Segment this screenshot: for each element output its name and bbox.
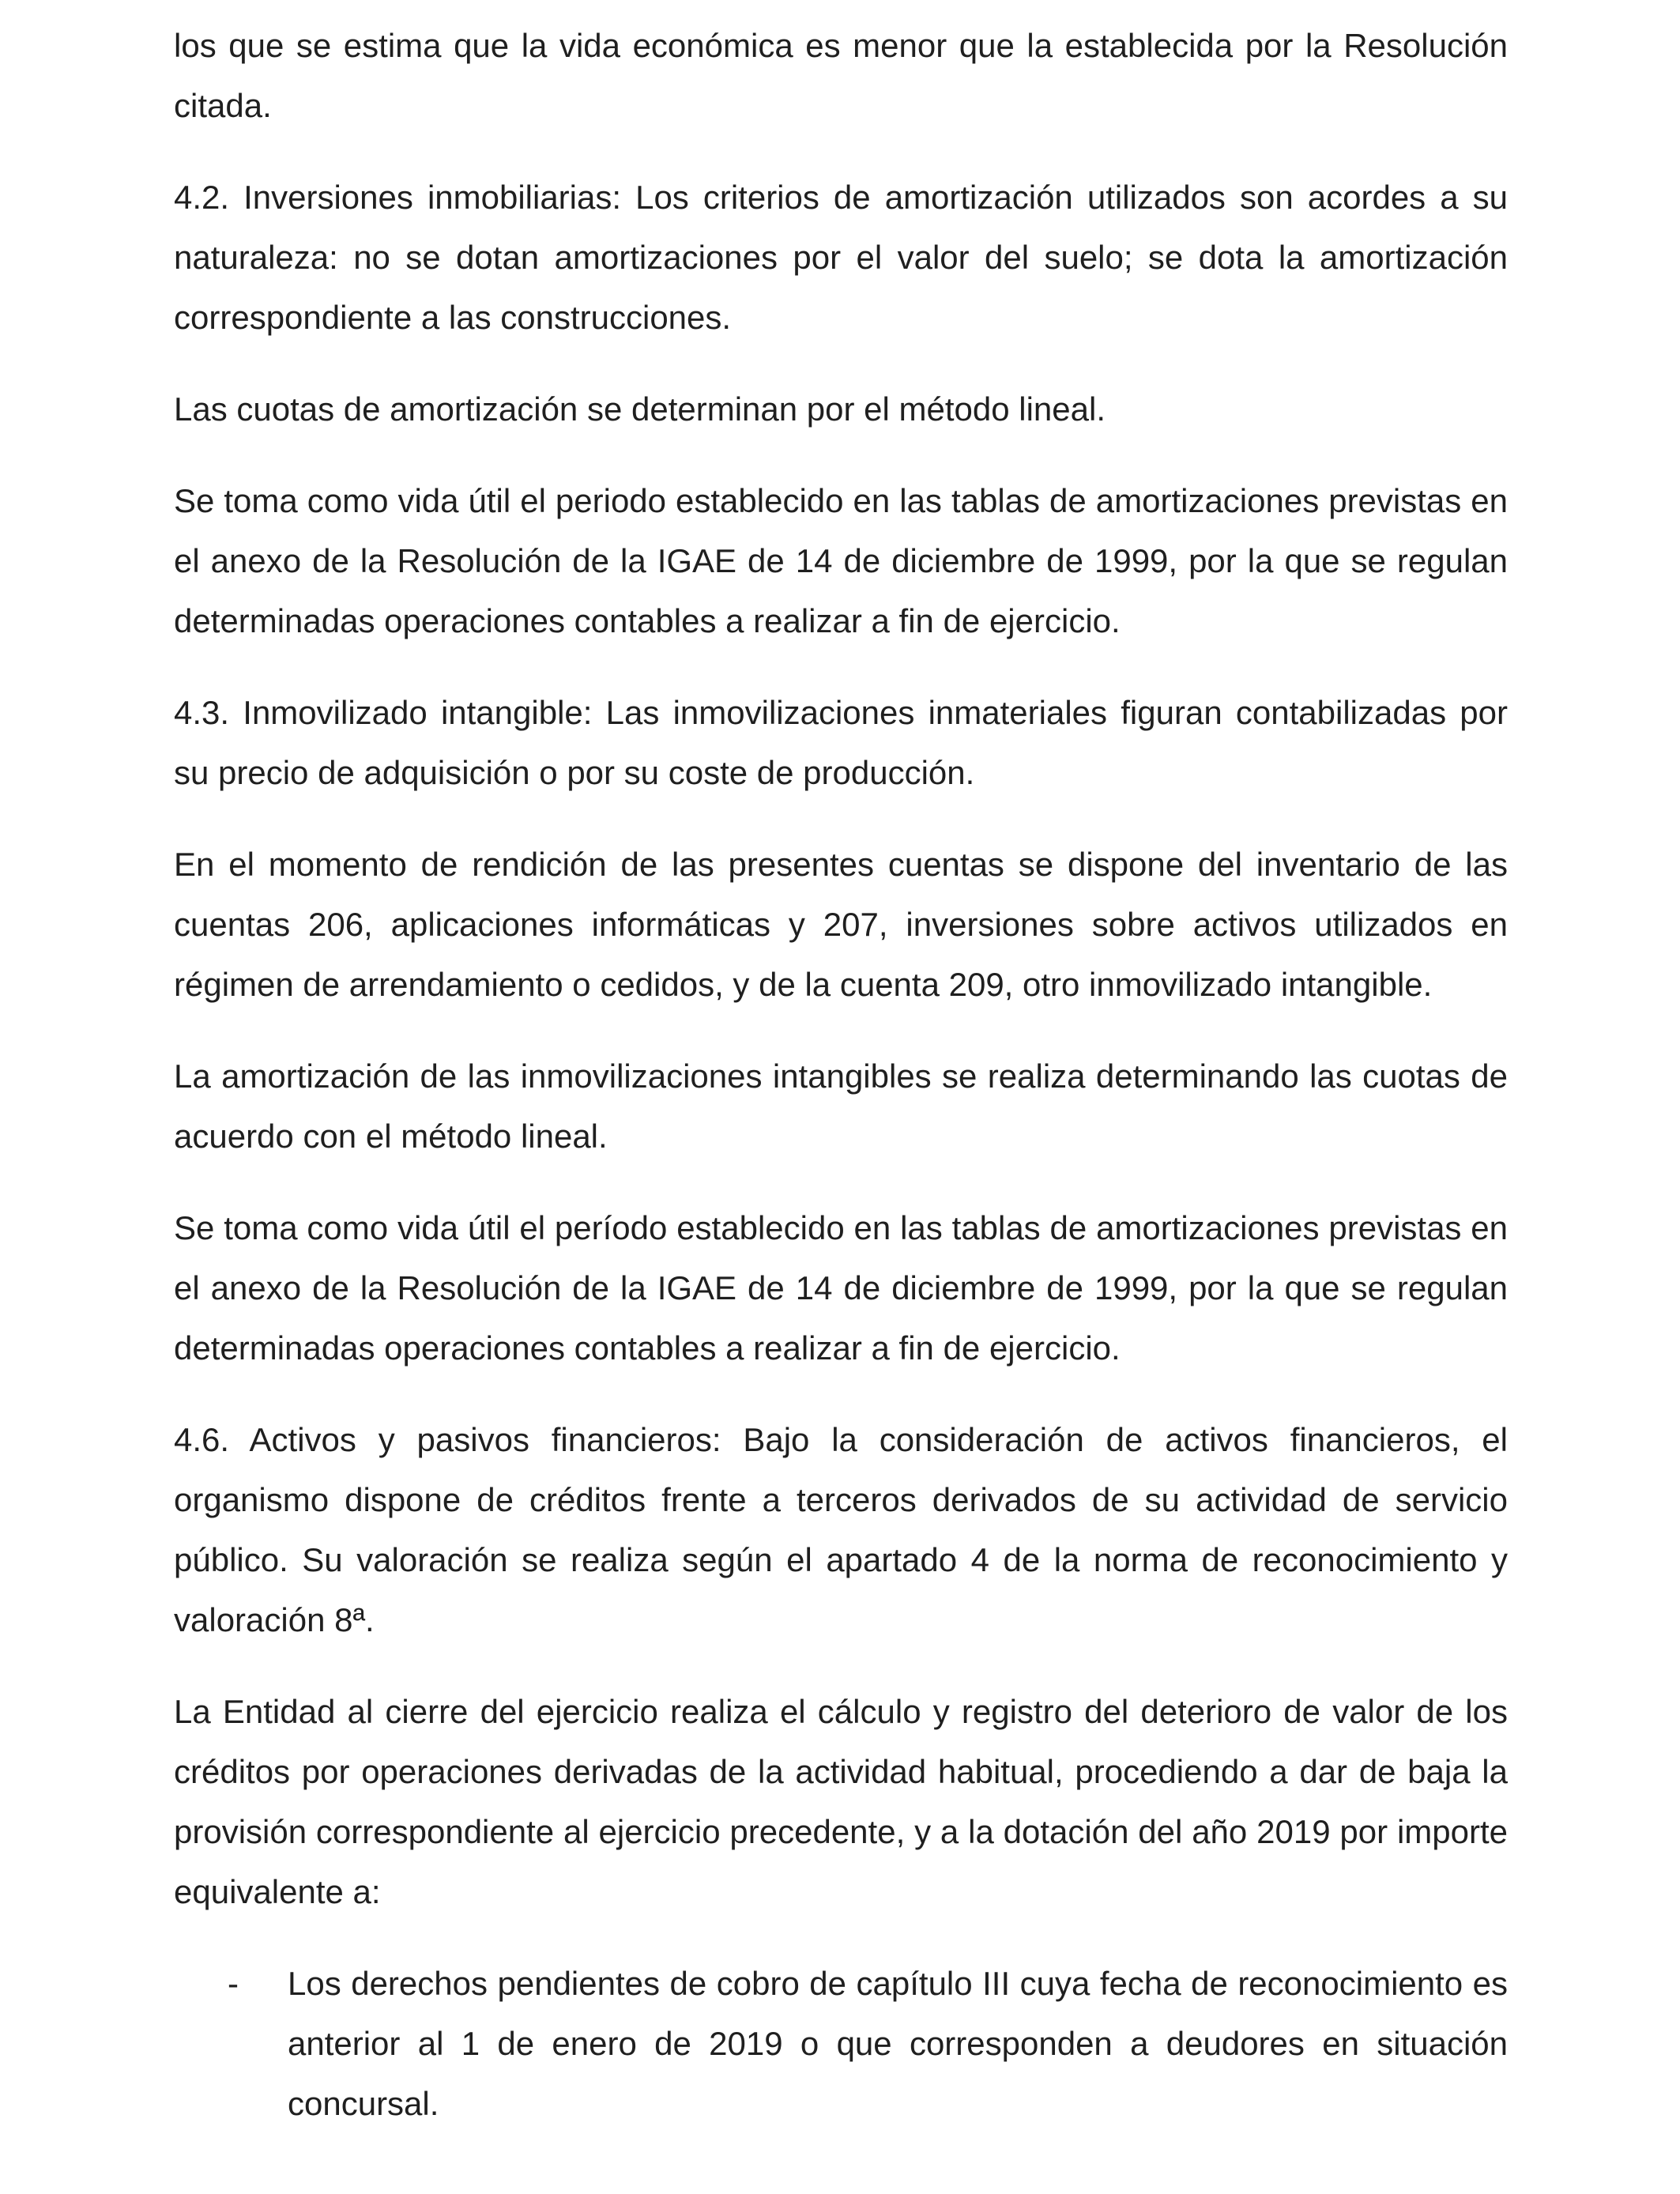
paragraph-4-2-inversiones-inmobiliarias: 4.2. Inversiones inmobiliarias: Los criterios de amortización utilizados son acordes a su naturaleza: no se dotan amortizaciones por el valor del suelo; se dota la amortización correspondiente a las construcciones. (174, 179, 1508, 336)
bullet-list (174, 1954, 1508, 2134)
document-page (174, 16, 1508, 2134)
paragraph-4-6-activos-pasivos-financieros: 4.6. Activos y pasivos financieros: Bajo la consideración de activos financieros, el organismo dispone de créditos frente a terceros derivados de su actividad de servicio público. Su valoración se realiza según el apartado 4 de la norma de reconocimiento y valoración 8ª. (174, 1421, 1508, 1638)
paragraph-deterioro-creditos: La Entidad al cierre del ejercicio realiza el cálculo y registro del deterioro de valor de los créditos por operaciones derivadas de la actividad habitual, procediendo a dar de baja la provisión correspondiente al ejercicio precedente, y a la dotación del año 2019 por importe equivalente a: (174, 1693, 1508, 1910)
list-item (174, 1954, 1508, 2134)
paragraph-4-3-inmovilizado-intangible: 4.3. Inmovilizado intangible: Las inmovilizaciones inmateriales figuran contabilizadas por su precio de adquisición o por su coste de producción. (174, 694, 1508, 791)
paragraph-vida-util-intangibles: Se toma como vida útil el período establecido en las tablas de amortizaciones previstas en el anexo de la Resolución de la IGAE de 14 de diciembre de 1999, por la que se regulan determinadas operaciones contables a realizar a fin de ejercicio. (174, 1209, 1508, 1367)
paragraph-inventario-cuentas: En el momento de rendición de las presentes cuentas se dispone del inventario de las cuentas 206, aplicaciones informáticas y 207, inversiones sobre activos utilizados en régimen de arrendamiento o cedidos, y de la cuenta 209, otro inmovilizado intangible. (174, 846, 1508, 1003)
paragraph-amortizacion-intangibles: La amortización de las inmovilizaciones intangibles se realiza determinando las cuotas de acuerdo con el método lineal. (174, 1057, 1508, 1155)
bullet-dash-marker: - (228, 1965, 239, 2002)
paragraph-continuation-resolucion: los que se estima que la vida económica es menor que la establecida por la Resolución citada. (174, 27, 1508, 124)
paragraph-cuotas-amortizacion: Las cuotas de amortización se determinan por el método lineal. (174, 390, 1106, 428)
paragraph-vida-util-inversiones: Se toma como vida útil el periodo establecido en las tablas de amortizaciones previstas en el anexo de la Resolución de la IGAE de 14 de diciembre de 1999, por la que se regulan determinadas operaciones contables a realizar a fin de ejercicio. (174, 482, 1508, 639)
bullet-text: Los derechos pendientes de cobro de capítulo III cuya fecha de reconocimiento es anterior al 1 de enero de 2019 o que corresponden a deudores en situación concursal. (288, 1965, 1508, 2122)
